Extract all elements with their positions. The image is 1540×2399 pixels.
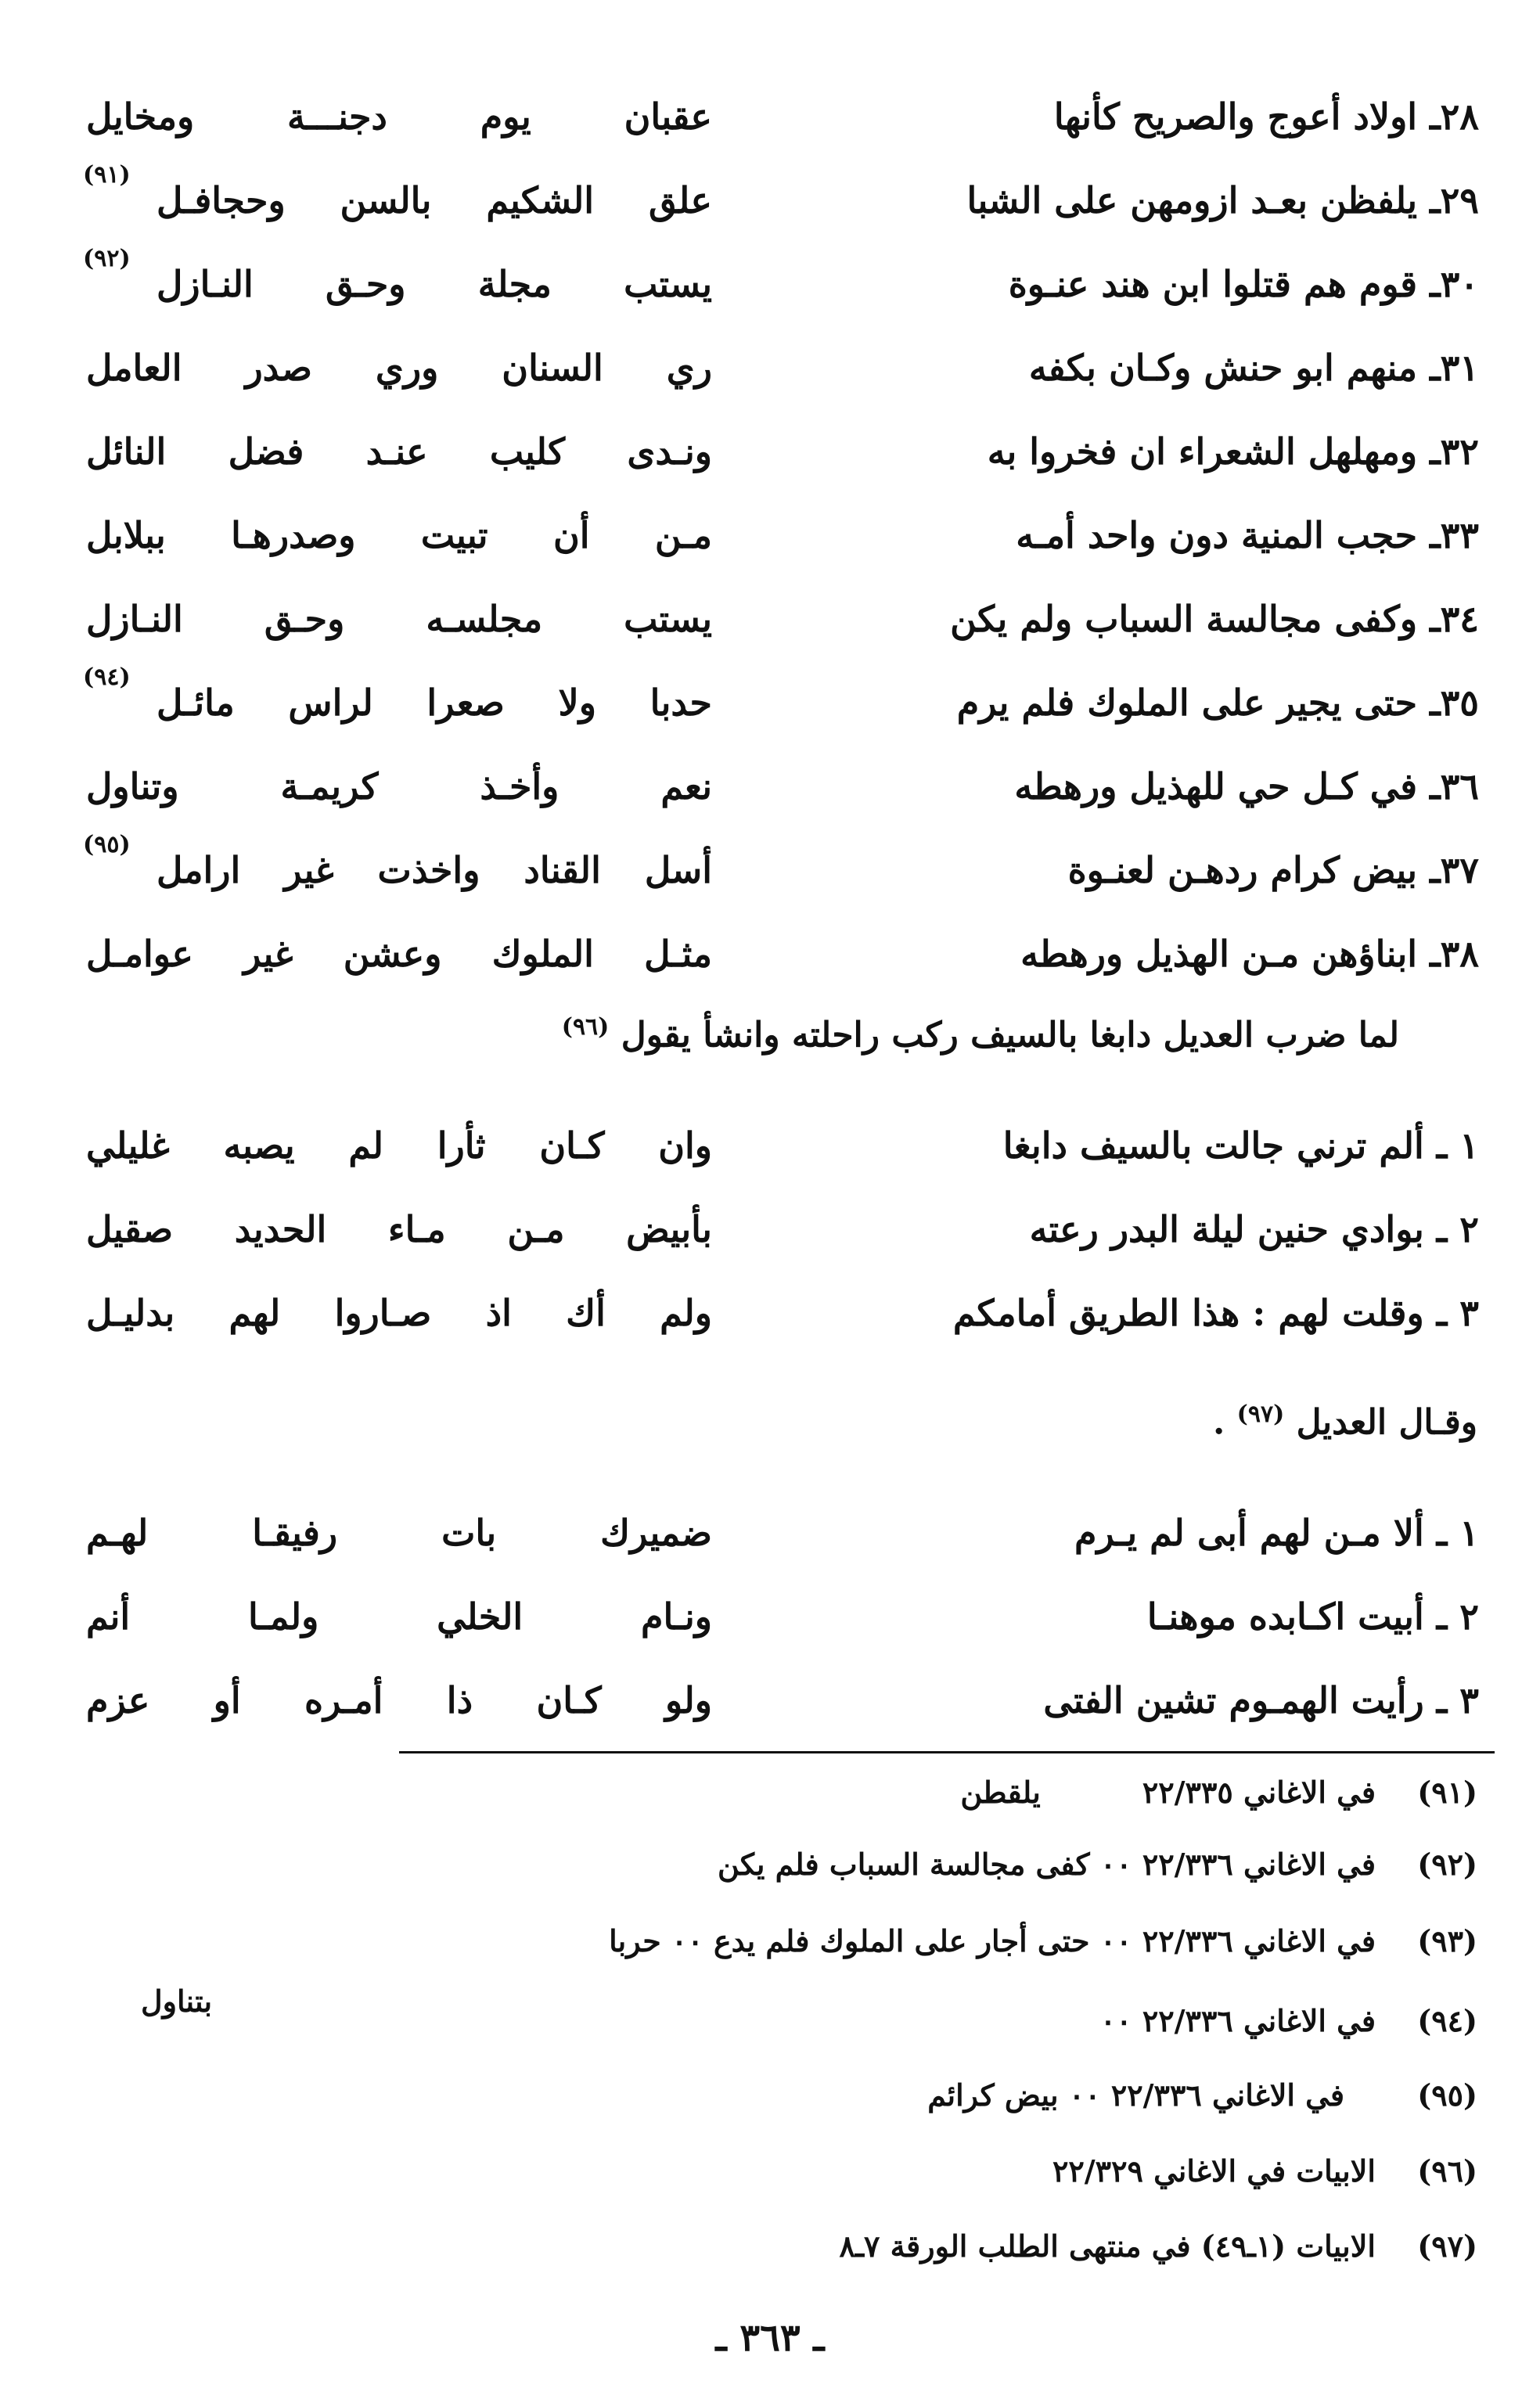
first-hemistich — [822, 1679, 1479, 1721]
verse-line — [83, 158, 1479, 242]
verse-line — [86, 577, 1479, 660]
second-hemistich: مثـل الملوك وعشن غير عوامـل — [86, 932, 712, 975]
footnote-text: في الاغاني ٢٢/٣٣٦ ٠٠ بيض كرائم — [927, 2077, 1344, 2113]
verse-number: ٢٨ـ — [1430, 95, 1479, 138]
verse-number: ٣٥ـ — [1430, 681, 1479, 724]
verse-line — [86, 1491, 1479, 1574]
footnote — [927, 2077, 1477, 2113]
footnote — [609, 1923, 1477, 1958]
first-hemistich-text: في كـل حي للهذيل ورهطه — [1014, 764, 1418, 807]
verse-line — [86, 1187, 1479, 1271]
footnote-marker: (٩٦) — [561, 1013, 610, 1041]
verse-line — [86, 744, 1479, 828]
footnote-text: في الاغاني ٢٢/٣٣٦ ٠٠ حتى أجار على الملوك فلم يدع ٠٠ حربا — [609, 1923, 1376, 1958]
first-hemistich — [822, 430, 1479, 473]
second-hemistich: نعم وأخـذ كريمـة وتناول — [86, 764, 712, 807]
verse-number: ٣٨ـ — [1430, 932, 1479, 975]
first-hemistich-text: منهم ابو حنش وكـان بكفه — [1028, 346, 1418, 389]
footnote-text: في الاغاني ٢٢/٣٣٥ — [1142, 1775, 1376, 1810]
verse-number: ٣١ـ — [1430, 346, 1479, 389]
first-hemistich — [822, 849, 1479, 891]
first-hemistich — [822, 1124, 1479, 1167]
first-hemistich-text: ألا مـن لهم أبى لم يـرم — [1074, 1511, 1424, 1554]
first-hemistich — [822, 263, 1479, 305]
verse-number: ٣٢ـ — [1430, 430, 1479, 473]
first-hemistich — [822, 514, 1479, 556]
intro-tail: . — [1213, 1402, 1237, 1443]
footnote-text: في الاغاني ٢٢/٣٣٦ ٠٠ — [1099, 2003, 1376, 2038]
footnote-number: (٩٣) — [1417, 1923, 1477, 1958]
footnote-number: (٩٢) — [1417, 1847, 1477, 1882]
page-number: ـ ٣٦٣ ـ — [715, 2316, 825, 2360]
footnote-text: الابيات في الاغاني ٢٢/٣٢٩ — [1052, 2153, 1376, 2189]
verse-line — [86, 1103, 1479, 1187]
intro-text: وقـال العديل — [1296, 1402, 1477, 1443]
footnote-marker: (٩٧) — [1236, 1401, 1285, 1428]
intro-text: لما ضرب العديل دابغا بالسيف ركب راحلته وانشأ يقول — [621, 1015, 1399, 1056]
verse-line — [83, 828, 1479, 912]
first-hemistich-text: رأيت الهمـوم تشين الفتى — [1043, 1678, 1424, 1721]
first-hemistich — [822, 1595, 1479, 1638]
verse-line — [86, 1271, 1479, 1354]
verse-number: ١ ـ — [1436, 1511, 1479, 1554]
footnote-text: الابيات (١ـ٤٩) في منتهى الطلب الورقة ٧ـ٨ — [839, 2228, 1376, 2264]
verse-number: ٣٠ـ — [1430, 262, 1479, 305]
verse-line — [86, 1574, 1479, 1658]
verse-number: ٣٧ـ — [1430, 848, 1479, 891]
verse-block-1 — [83, 74, 1479, 995]
footnote — [1052, 2153, 1477, 2189]
first-hemistich-text: أبيت اكـابده موهنـا — [1146, 1595, 1424, 1638]
footnote — [718, 1847, 1477, 1882]
second-hemistich: علق الشكيم بالسن وحجافـل — [157, 178, 712, 221]
first-hemistich-text: قوم هم قتلوا ابن هند عنـوة — [1008, 262, 1418, 305]
first-hemistich-text: ابناؤهن مـن الهذيل ورهطه — [1020, 932, 1418, 975]
first-hemistich-text: بيض كرام ردهـن لعنـوة — [1067, 848, 1418, 891]
first-hemistich-text: بوادي حنين ليلة البدر رعته — [1029, 1207, 1424, 1250]
verse-line — [86, 326, 1479, 409]
first-hemistich — [822, 1512, 1479, 1554]
first-hemistich-text: وقلت لهم : هذا الطريق أمامكم — [952, 1291, 1424, 1334]
verse-line — [86, 1658, 1479, 1742]
footnote-marker: (٩١) — [83, 161, 131, 189]
first-hemistich — [822, 765, 1479, 807]
footnote-marker: (٩٢) — [83, 245, 131, 272]
second-hemistich: يستب مجلة وحـق النـازل — [157, 262, 712, 305]
prose-intro — [562, 1013, 1399, 1056]
second-hemistich: مـن أن تبيت وصدرهـا ببلابل — [86, 513, 712, 556]
first-hemistich-text: اولاد أعوج والصريح كأنها — [1053, 95, 1418, 138]
verse-line — [86, 74, 1479, 158]
first-hemistich-text: يلفظن بعـد ازومهن على الشبا — [966, 178, 1418, 221]
verse-line — [83, 660, 1479, 744]
footnote — [141, 1984, 1477, 2038]
footnote-extra: يلقطن — [960, 1775, 1041, 1810]
first-hemistich — [822, 347, 1479, 389]
second-hemistich: ضميرك بات رفيقـا لهـم — [86, 1511, 712, 1554]
first-hemistich — [822, 95, 1479, 138]
second-hemistich: حدبا ولا صعرا لراس مائـل — [157, 681, 712, 724]
second-hemistich: ري السنان وري صدر العامل — [86, 346, 712, 389]
verse-line — [83, 242, 1479, 326]
footnote-text: في الاغاني ٢٢/٣٣٦ ٠٠ كفى مجالسة السباب فلم يكن — [717, 1847, 1376, 1882]
first-hemistich-text: حجب المنية دون واحد أمـه — [1016, 513, 1418, 556]
verse-number: ٢ ـ — [1436, 1207, 1479, 1250]
second-hemistich: عقبان يوم دجنـــة ومخايل — [86, 95, 712, 138]
second-hemistich: ونـام الخلي ولمـا أنم — [86, 1595, 712, 1638]
footnote — [960, 1775, 1477, 1810]
footnote-extra: بتناول — [141, 1984, 213, 2019]
verse-number: ٣٤ـ — [1430, 597, 1479, 640]
first-hemistich-text: وكفى مجالسة السباب ولم يكن — [950, 597, 1418, 640]
footnote-marker: (٩٥) — [83, 831, 131, 858]
first-hemistich-text: ومهلهل الشعراء ان فخروا به — [987, 430, 1418, 473]
verse-number: ٢ ـ — [1436, 1595, 1479, 1638]
footnote-number: (٩٦) — [1417, 2153, 1477, 2189]
footnote — [839, 2228, 1477, 2264]
verse-number: ٣ ـ — [1436, 1678, 1479, 1721]
footnote-number: (٩٤) — [1417, 2003, 1477, 2038]
prose-intro — [1213, 1401, 1477, 1443]
verse-number: ٢٩ـ — [1430, 178, 1479, 221]
verse-line — [86, 409, 1479, 493]
second-hemistich: ونـدى كليب عنـد فضل النائل — [86, 430, 712, 473]
first-hemistich-text: ألم ترني جالت بالسيف دابغا — [1002, 1124, 1424, 1167]
second-hemistich: ولو كـان ذا أمـره أو عزم — [86, 1678, 712, 1721]
first-hemistich-text: حتى يجير على الملوك فلم يرم — [956, 681, 1418, 724]
first-hemistich — [822, 179, 1479, 221]
verse-line — [86, 493, 1479, 577]
first-hemistich — [822, 1292, 1479, 1334]
first-hemistich — [822, 933, 1479, 975]
footnote-number: (٩٥) — [1417, 2077, 1477, 2113]
second-hemistich: يستب مجلسـه وحـق النـازل — [86, 597, 712, 640]
verse-number: ٣ ـ — [1436, 1291, 1479, 1334]
verse-block-2 — [86, 1103, 1479, 1354]
footnote-number: (٩١) — [1417, 1775, 1477, 1810]
verse-number: ٣٦ـ — [1430, 764, 1479, 807]
verse-block-3 — [86, 1491, 1479, 1742]
second-hemistich: وان كـان ثأرا لم يصبه غليلي — [86, 1124, 712, 1167]
verse-number: ٣٣ـ — [1430, 513, 1479, 556]
verse-number: ١ ـ — [1436, 1124, 1479, 1167]
footnote-marker: (٩٤) — [83, 664, 131, 691]
footnote-number: (٩٧) — [1417, 2228, 1477, 2264]
first-hemistich — [822, 598, 1479, 640]
second-hemistich: أسل القناد واخذت غير ارامل — [157, 848, 712, 891]
footnote-separator — [399, 1751, 1495, 1753]
verse-line — [86, 912, 1479, 995]
first-hemistich — [822, 1208, 1479, 1250]
first-hemistich — [822, 682, 1479, 724]
second-hemistich: بأبيض مـن مـاء الحديد صقيل — [86, 1207, 712, 1250]
second-hemistich: ولم أك اذ صـاروا لهم بدليـل — [86, 1291, 712, 1334]
